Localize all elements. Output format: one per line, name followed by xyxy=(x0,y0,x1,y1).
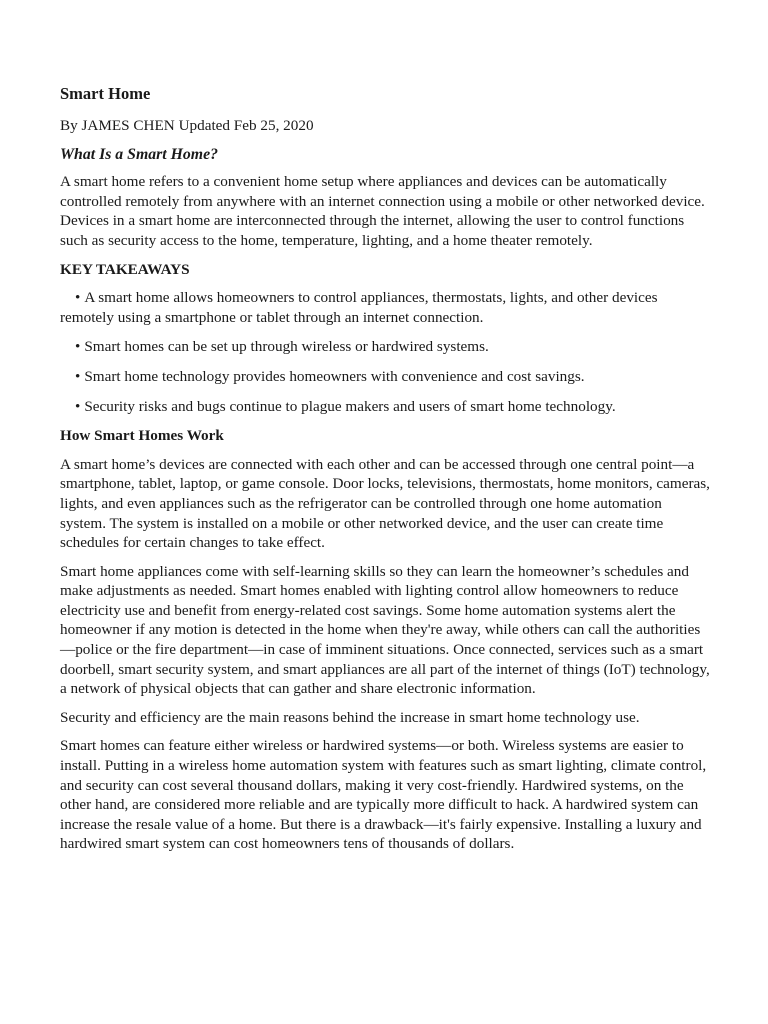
document-page xyxy=(60,84,710,863)
article-subtitle: What Is a Smart Home? xyxy=(60,145,218,163)
takeaway-text: Security risks and bugs continue to plague makers and users of smart home technology. xyxy=(84,397,616,415)
body-paragraph: Smart home appliances come with self-learning skills so they can learn the homeowner’s schedules and make adjustments as needed. Smart homes enabled with lighting control allow homeowners to reduce electricity use and benefit from energy-related cost savings. Some home automation systems alert the homeowner if any motion is detected in the home when they're away, while others can call the authorities—police or the fire department—in case of imminent situations. Once connected, services such as a smart doorbell, smart security system, and smart appliances are all part of the internet of things (IoT) technology, a network of physical objects that can gather and share electronic information. xyxy=(60,562,710,698)
body-paragraph: A smart home’s devices are connected with each other and can be accessed through one central point—a smartphone, tablet, laptop, or game console. Door locks, televisions, thermostats, home monitors, cameras, lights, and even appliances such as the refrigerator can be controlled through one home automation system. The system is installed on a mobile or other networked device, and the user can create time schedules for certain changes to take effect. xyxy=(60,455,710,552)
takeaway-item xyxy=(60,367,710,387)
body-paragraph: Security and efficiency are the main reasons behind the increase in smart home technology use. xyxy=(60,708,640,726)
takeaway-text: Smart homes can be set up through wireless or hardwired systems. xyxy=(84,338,489,356)
article-byline: By JAMES CHEN Updated Feb 25, 2020 xyxy=(60,117,314,134)
takeaway-text: Smart home technology provides homeowners with convenience and cost savings. xyxy=(84,367,585,385)
intro-paragraph: A smart home refers to a convenient home setup where appliances and devices can be automatically controlled remotely from anywhere with an internet connection using a mobile or other networked device. Devices in a smart home are interconnected through the internet, allowing the user to control functions such as security access to the home, temperature, lighting, and a home theater remotely. xyxy=(60,173,705,249)
how-smart-homes-work-heading: How Smart Homes Work xyxy=(60,427,224,445)
takeaway-item xyxy=(60,337,710,357)
takeaway-item xyxy=(60,397,710,417)
bullet-icon: • xyxy=(75,397,81,415)
key-takeaways-heading: KEY TAKEAWAYS xyxy=(60,260,190,278)
bullet-icon: • xyxy=(75,338,81,356)
bullet-icon: • xyxy=(75,289,81,307)
bullet-icon: • xyxy=(75,367,81,385)
body-paragraph: Smart homes can feature either wireless or hardwired systems—or both. Wireless systems are easier to install. Putting in a wireless home automation system with features such as smart lighting, climate control, and security can cost several thousand dollars, making it very cost-friendly. Hardwired systems, on the other hand, are considered more reliable and are typically more difficult to hack. A hardwired system can increase the resale value of a home. But there is a drawback—it's fairly expensive. Installing a luxury and hardwired smart system can cost homeowners tens of thousands of dollars. xyxy=(60,737,707,853)
article-title: Smart Home xyxy=(60,84,151,103)
takeaway-item xyxy=(60,288,710,327)
takeaway-text: A smart home allows homeowners to control appliances, thermostats, lights, and other devices remotely using a smartphone or tablet through an internet connection. xyxy=(60,289,658,326)
